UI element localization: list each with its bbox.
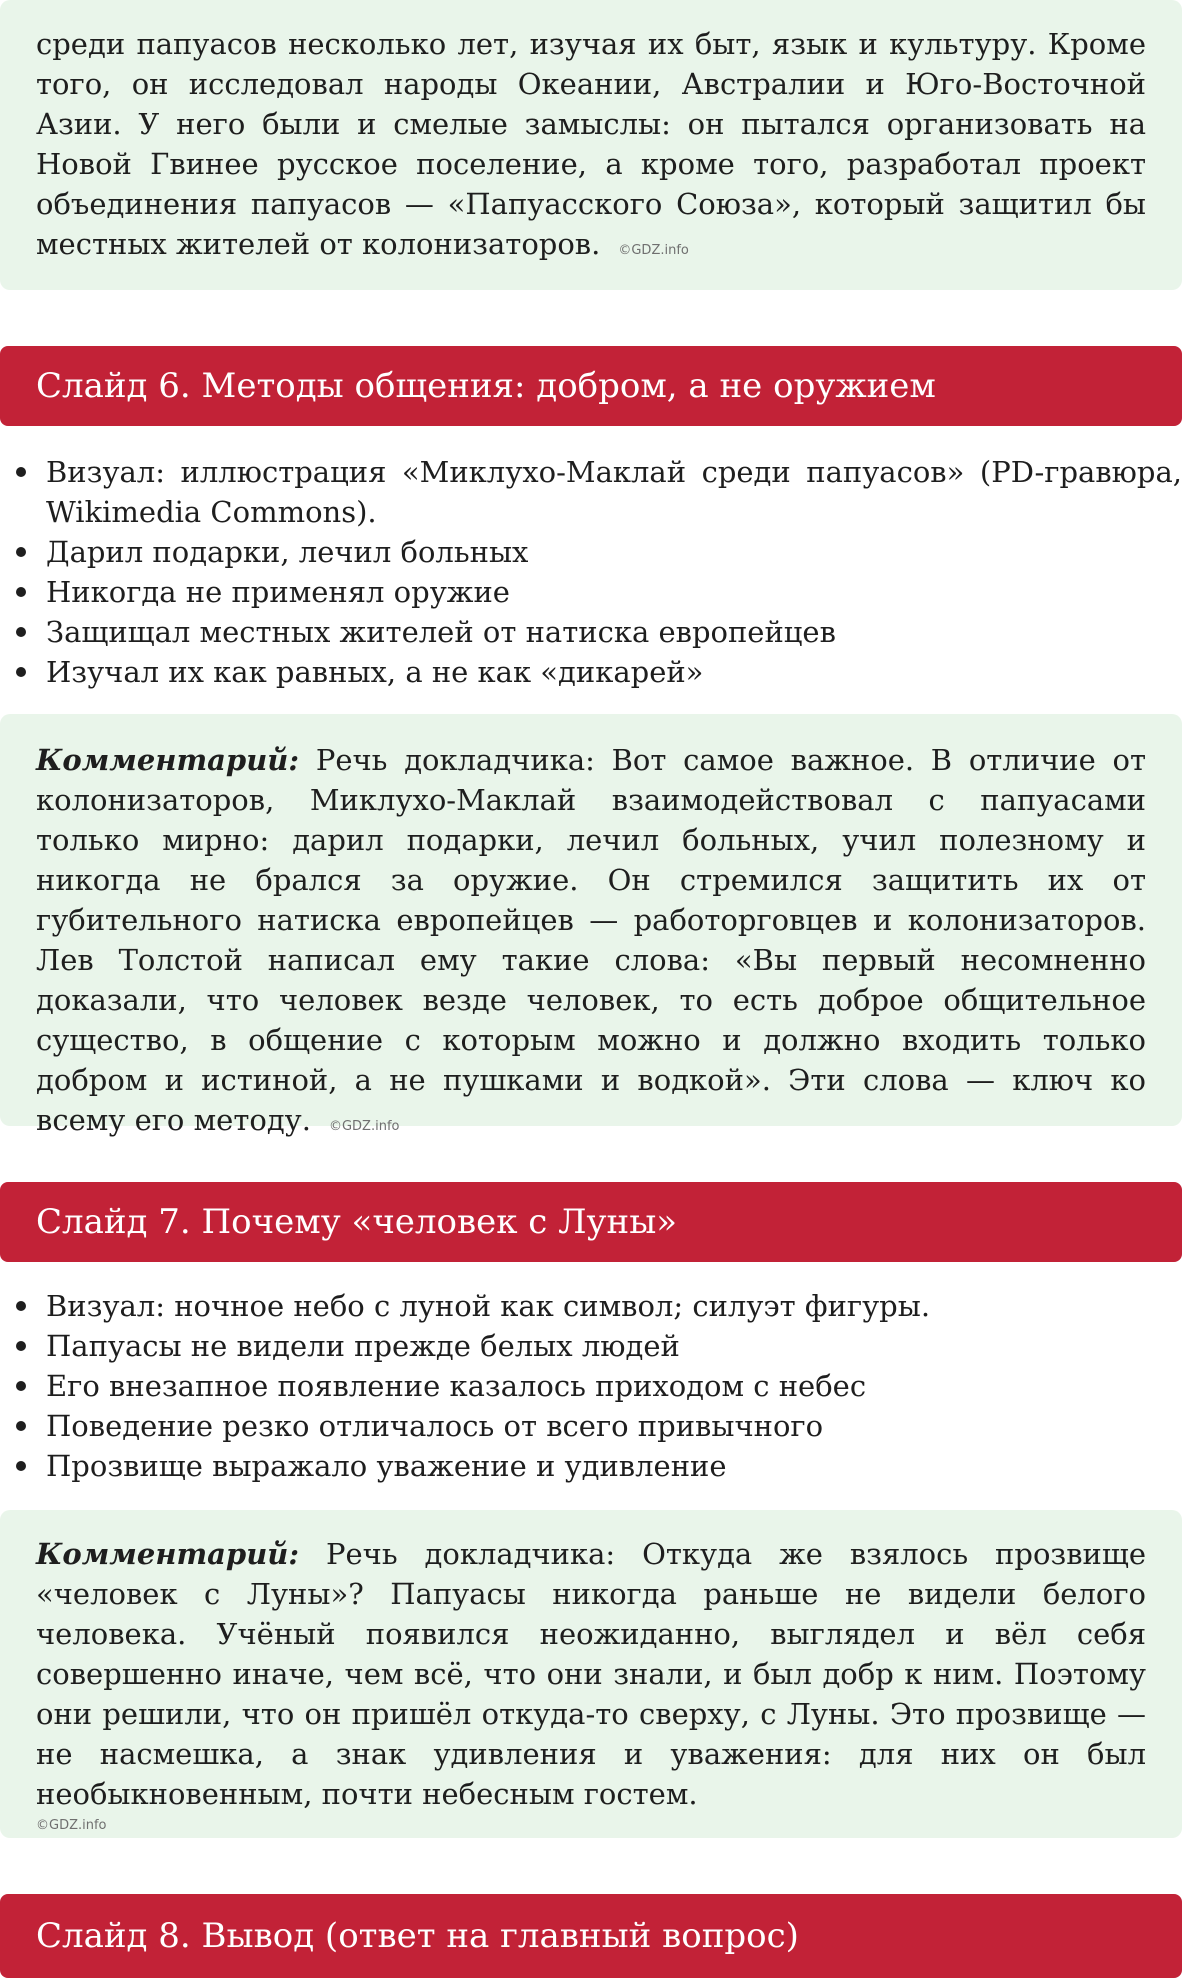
slide-6-comment-box (0, 714, 1182, 1137)
comment-label: Комментарий: (36, 1537, 300, 1571)
list-item: Визуал: ночное небо с луной как символ; силуэт фигуры. (12, 1286, 1182, 1326)
slide-6-bullet-list (0, 452, 1182, 692)
list-item: Дарил подарки, лечил больных (12, 532, 1182, 572)
list-item: Защищал местных жителей от натиска европейцев (12, 612, 1182, 652)
comment-label: Комментарий: (36, 743, 300, 777)
intro-paragraph (36, 24, 1146, 271)
comment-text: Речь докладчика: Откуда же взялось прозвище «человек с Луны»? Папуасы никогда раньше не видели белого человека. Учёный появился неожиданно, выглядел и вёл себя совершенно иначе, чем всё, что они знали, и был добр к ним. Поэтому они решили, что он пришёл откуда-то сверху, с Луны. Это прозвище — не насмешка, а знак удивления и уважения: для них он был необыкновенным, почти небесным гостем. (36, 1537, 1147, 1811)
intro-text: среди папуасов несколько лет, изучая их быт, язык и культуру. Кроме того, он исследовал народы Океании, Австралии и Юго-Восточной Азии. У него были и смелые замыслы: он пытался организовать на Новой Гвинее русское поселение, а кроме того, разработал проект объединения папуасов — «Папуасского Союза», который защитил бы местных жителей от колонизаторов. (36, 27, 1146, 261)
slide-7-comment (36, 1534, 1146, 1836)
slide-6-heading: Слайд 6. Методы общения: добром, а не оружием (0, 346, 1182, 426)
slide-7-bullet-list (0, 1286, 1182, 1486)
list-item: Изучал их как равных, а не как «дикарей» (12, 652, 1182, 692)
intro-text-box (0, 0, 1182, 290)
list-item: Поведение резко отличалось от всего привычного (12, 1406, 1182, 1446)
list-item: Папуасы не видели прежде белых людей (12, 1326, 1182, 1366)
slide-8-heading: Слайд 8. Вывод (ответ на главный вопрос) (0, 1894, 1182, 1978)
list-item: Визуал: иллюстрация «Миклухо-Маклай среди папуасов» (PD-гравюра, Wikimedia Commons). (12, 452, 1182, 532)
watermark-text: ©GDZ.info (618, 243, 689, 258)
comment-text: Речь докладчика: Вот самое важное. В отличие от колонизаторов, Миклухо-Маклай взаимодействовал с папуасами только мирно: дарил подарки, лечил больных, учил полезному и никогда не брался за оружие. Он стремился защитить их от губительного натиска европейцев — работорговцев и колонизаторов. Лев Толстой написал ему такие слова: «Вы первый несомненно доказали, что человек везде человек, то есть доброе общительное существо, в общение с которым можно и должно входить только добром и истиной, а не пушками и водкой». Эти слова — ключ ко всему его методу. (36, 743, 1147, 1137)
watermark-text: ©GDZ.info (36, 1818, 107, 1833)
slide-7-comment-box (0, 1510, 1182, 1838)
slide-6-comment (36, 740, 1146, 1147)
slide-7-heading: Слайд 7. Почему «человек с Луны» (0, 1182, 1182, 1262)
watermark-text: ©GDZ.info (328, 1119, 400, 1134)
list-item: Никогда не применял оружие (12, 572, 1182, 612)
list-item: Прозвище выражало уважение и удивление (12, 1446, 1182, 1486)
list-item: Его внезапное появление казалось приходом с небес (12, 1366, 1182, 1406)
